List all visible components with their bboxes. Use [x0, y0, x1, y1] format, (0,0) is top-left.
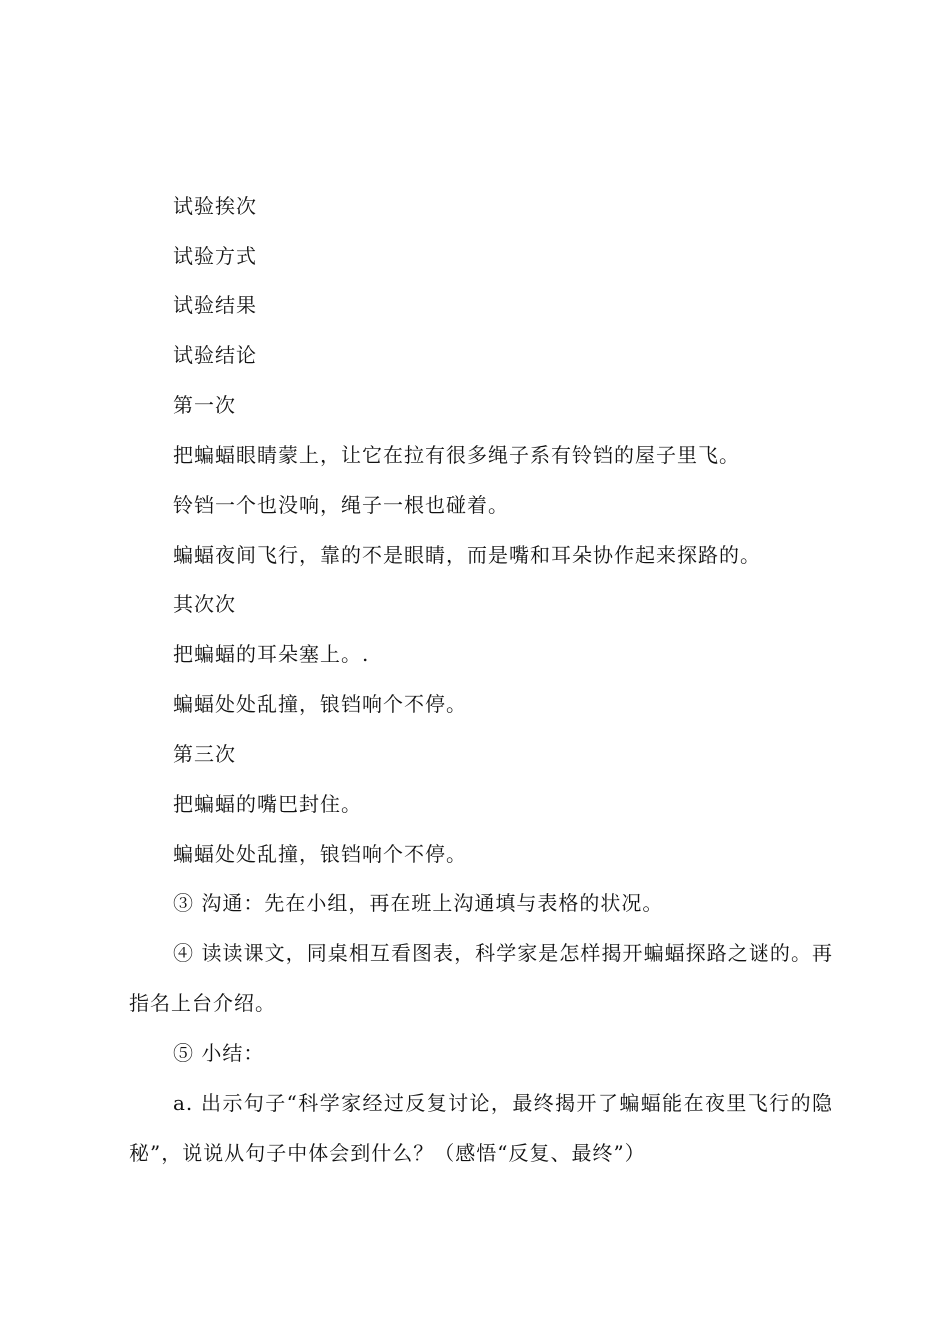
- text-line: 蝙蝠夜间飞行，靠的不是眼睛，而是嘴和耳朵协作起来探路的。: [173, 543, 761, 567]
- text-line: 第三次: [173, 742, 236, 766]
- text-line: ③ 沟通：先在小组，再在班上沟通填与表格的状况。: [173, 891, 664, 915]
- text-line: 试验挨次: [173, 194, 257, 218]
- text-line: 试验方式: [173, 244, 257, 268]
- text-line: 把蝙蝠眼睛蒙上，让它在拉有很多绳子系有铃铛的屋子里飞。: [173, 443, 740, 467]
- text-line: 铃铛一个也没响，绳子一根也碰着。: [173, 493, 509, 517]
- paragraph: ④ 读读课文，同桌相互看图表，科学家是怎样揭开蝙蝠探路之谜的。再指名上台介绍。: [129, 941, 833, 1015]
- text-line: 试验结果: [173, 293, 257, 317]
- text-line: 第一次: [173, 393, 236, 417]
- text-line: 蝙蝠处处乱撞，锒铛响个不停。: [173, 692, 467, 716]
- text-line: 把蝙蝠的嘴巴封住。: [173, 792, 362, 816]
- text-line: 其次次: [173, 592, 236, 616]
- paragraph: a. 出示句子“科学家经过反复讨论，最终揭开了蝙蝠能在夜里飞行的隐秘”，说说从句子中体会到什么？（感悟“反复、最终”）: [129, 1091, 833, 1165]
- text-line: 试验结论: [173, 343, 257, 367]
- text-line: 蝙蝠处处乱撞，锒铛响个不停。: [173, 842, 467, 866]
- paragraph: ⑤ 小结：: [173, 1041, 265, 1065]
- text-line: 把蝙蝠的耳朵塞上。.: [173, 642, 370, 666]
